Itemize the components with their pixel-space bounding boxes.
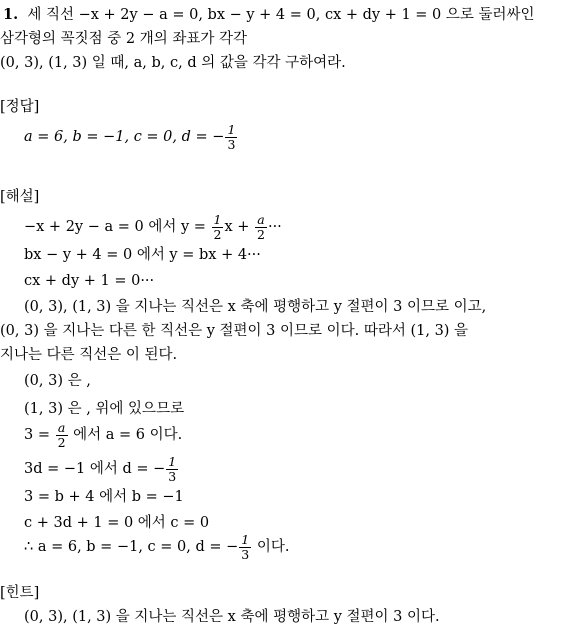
solution-step-1: −x + 2y − a = 0 에서 y = $\frac{1}{2}$ x + $\frac{a}{2}$ ···: [24, 211, 282, 242]
solution-step-6: 지나는 다른 직선은 이 된다.: [0, 347, 178, 363]
problem-number: 1.: [3, 6, 19, 23]
solution-step-4: (0, 3), (1, 3) 을 지나는 직선은 x 축에 평행하고 y 절편이 3 이므로 이고,: [24, 299, 487, 315]
answer-line: a = 6, b = −1, c = 0, d = − $\frac{1}{3}$: [24, 121, 236, 152]
solution-step-10: 3d = −1 에서 d = − $\frac{1}{3}$: [24, 453, 177, 484]
solution-step-7: (0, 3) 은 ,: [24, 373, 91, 389]
solution-step-5: (0, 3) 을 지나는 다른 한 직선은 y 절편이 3 이므로 이다. 따라서 (1, 3) 을: [0, 323, 469, 339]
solution-step-3: cx + dy + 1 = 0···: [24, 273, 155, 289]
solution-step-8: (1, 3) 은 , 위에 있으므로: [24, 401, 185, 417]
solution-header: [해설]: [0, 189, 40, 205]
problem-line-3: (0, 3), (1, 3) 일 때, a, b, c, d 의 값을 각각 구하여라.: [0, 55, 346, 71]
solution-step-12: c + 3d + 1 = 0 에서 c = 0: [24, 515, 210, 531]
solution-step-9: 3 = $\frac{a}{2}$ 에서 a = 6 이다.: [24, 419, 183, 450]
solution-step-11: 3 = b + 4 에서 b = −1: [24, 489, 184, 505]
answer-fraction: $\frac{1}{3}$: [227, 121, 236, 152]
solution-step-2: bx − y + 4 = 0 에서 y = bx + 4···: [24, 247, 261, 263]
problem-line-2: 삼각형의 꼭짓점 중 2 개의 좌표가 각각: [0, 31, 247, 47]
hint-text: (0, 3), (1, 3) 을 지나는 직선은 x 축에 평행하고 y 절편이 3 이다.: [24, 609, 440, 625]
hint-header: [힌트]: [0, 585, 40, 601]
problem-line-1: [3, 6, 535, 24]
answer-header: [정답]: [0, 99, 40, 115]
problem-statement-1: 세 직선 −x + 2y − a = 0, bx − y + 4 = 0, cx + dy + 1 = 0 으로 둘러싸인: [27, 7, 535, 23]
solution-conclusion: ∴ a = 6, b = −1, c = 0, d = − $\frac{1}{3}$ 이다.: [24, 531, 290, 562]
